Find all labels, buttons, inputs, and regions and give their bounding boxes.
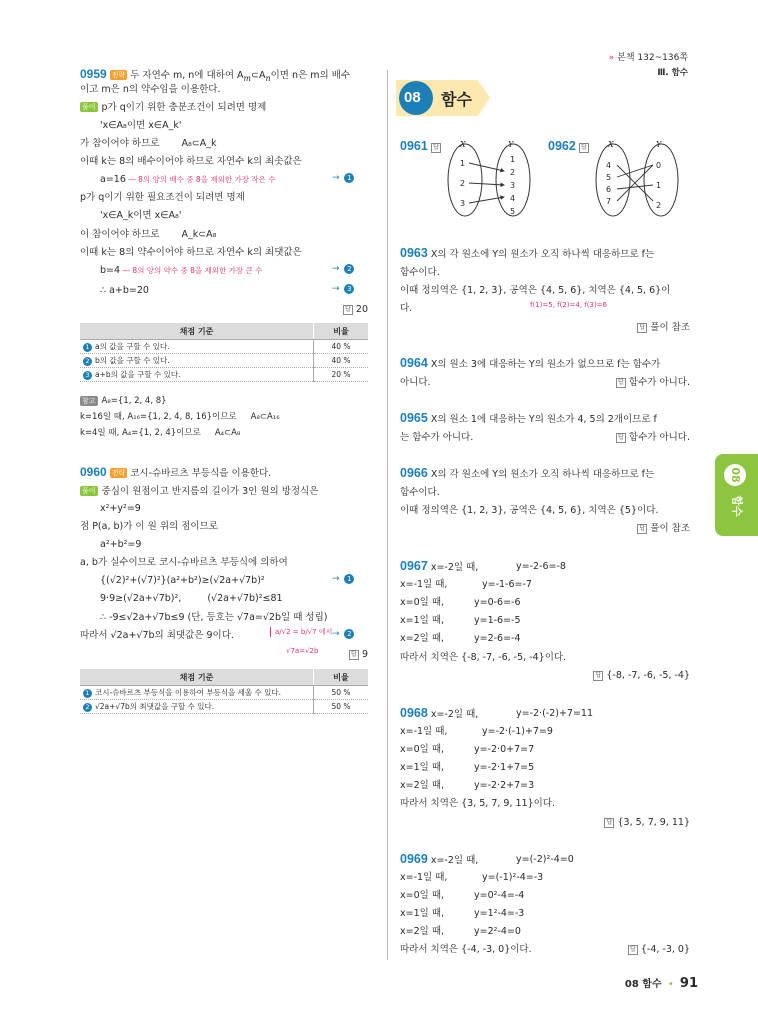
problem-0967: 0967 x=-2일 때, y=-2-6=-8 [400, 559, 566, 573]
solution-line: 가 참이어야 하므로 A₈⊂A_k [80, 138, 217, 149]
problem-number: 0966 [400, 466, 428, 480]
problem-0961: 0961 답 [400, 140, 444, 154]
solution-tag: 풀이 [82, 103, 96, 111]
codomain-element: 0 [656, 161, 662, 170]
domain-element: 4 [606, 161, 612, 170]
page-number: 91 [679, 976, 698, 991]
solution-line: 함수이다. [400, 267, 440, 278]
solution-line: 아니다. [400, 377, 431, 388]
problem-number: 0964 [400, 356, 428, 370]
solution-line: 풀이 중심이 원점이고 반지름의 길이가 3인 원의 방정식은 [82, 486, 319, 497]
codomain-element: 2 [510, 168, 516, 177]
codomain-element: 3 [510, 181, 516, 190]
step-marker: → 1 [332, 574, 354, 584]
problem-number: 0969 [400, 852, 428, 866]
problem-number: 0961 [400, 139, 428, 153]
problem-number: 0965 [400, 411, 428, 425]
solution-line: x=-1일 때, y=(-1)²-4=-3 [400, 872, 544, 883]
note-line: 참고 A₈={1, 2, 4, 8} [82, 396, 167, 406]
problem-number: 0963 [400, 246, 428, 260]
step-marker: → 3 [332, 284, 354, 294]
page-footer: 08 함수 • 91 [624, 976, 698, 991]
solution-line: 이때 정의역은 {1, 2, 3}, 공역은 {4, 5, 6}, 치역은 {4, 5, 6}이 [400, 285, 671, 296]
solution-line: x=-1일 때, y=-1-6=-7 [400, 579, 532, 590]
problem-0969: 0969 x=-2일 때, y=(-2)²-4=0 [400, 852, 574, 866]
solution-line: x=0일 때, y=0²-4=-4 [400, 890, 525, 901]
solution-line: b=4 ― 8의 양의 약수 중 8을 제외한 가장 큰 수 [100, 265, 263, 276]
column-divider [387, 70, 388, 960]
solution-line: 함수이다. [400, 487, 440, 498]
table-row: 2 √2a+√7b의 최댓값을 구할 수 있다. 50 % [80, 700, 368, 714]
table-row: 3 a+b의 값을 구할 수 있다. 20 % [80, 368, 368, 382]
solution-line: 는 함수가 아니다. [400, 432, 474, 443]
solution-line: x=1일 때, y=1-6=-5 [400, 615, 521, 626]
problem-number: 0962 [548, 139, 576, 153]
problem-0964: 0964 X의 원소 3에 대응하는 Y의 원소가 없으므로 f는 함수가 [400, 356, 661, 370]
side-tab-label: 함수 [730, 495, 744, 517]
solution-line: x=-1일 때, y=-2·(-1)+7=9 [400, 726, 553, 737]
domain-element: 5 [606, 173, 612, 182]
strategy-tag: 전략 [111, 469, 126, 477]
solution-line: ∴ a+b=20 [100, 285, 149, 296]
codomain-element: 1 [510, 155, 516, 164]
book-reference: » 본책 132~136쪽 [608, 53, 688, 63]
problem-number: 0967 [400, 559, 428, 573]
solution-line: 따라서 치역은 {3, 5, 7, 9, 11}이다. [400, 798, 555, 809]
note-line: k=4일 때, A₄={1, 2, 4}이므로 A₄⊂A₈ [80, 428, 241, 438]
codomain-element: 2 [656, 201, 662, 210]
solution-line: 점 P(a, b)가 이 원 위의 점이므로 [80, 521, 218, 532]
solution-line: x=2일 때, y=-2·2+7=3 [400, 780, 535, 791]
problem-0966: 0966 X의 각 원소에 Y의 원소가 오직 하나씩 대응하므로 f는 [400, 466, 655, 480]
chapter-label: Ⅲ. 함수 [657, 68, 688, 78]
solution-tag: 풀이 [82, 487, 96, 495]
answer: 답 {3, 5, 7, 9, 11} [604, 816, 690, 829]
solution-line: {(√2)²+(√7)²}(a²+b²)≥(√2a+√7b)² [100, 575, 265, 586]
domain-element: 7 [606, 197, 612, 206]
answer: 답 {-4, -3, 0} [628, 943, 690, 956]
answer: 답 함수가 아니다. [616, 431, 690, 444]
step-marker: → 2 [332, 629, 354, 639]
side-note: f(1)=5, f(2)=4, f(3)=6 [530, 301, 607, 309]
section-header [396, 78, 488, 118]
solution-line: x=0일 때, y=-2·0+7=7 [400, 744, 535, 755]
answer: 답 9 [349, 648, 368, 661]
domain-element: 3 [460, 199, 466, 208]
codomain-element: 5 [510, 207, 516, 216]
problem-0959-question: 0959 전략 두 자연수 m, n에 대하여 $A_m\subset A_n$이면 n은 m의 배수 [80, 67, 351, 83]
domain-element: 6 [606, 185, 612, 194]
solution-line: 이 참이어야 하므로 A_k⊂A₈ [80, 229, 217, 240]
problem-0960-question: 0960 전략 코시-슈바르츠 부등식을 이용한다. [80, 465, 272, 479]
table-row: 2 b의 값을 구할 수 있다. 40 % [80, 354, 368, 368]
step-marker: → 2 [332, 264, 354, 274]
solution-line: 이때 k는 8의 약수이어야 하므로 자연수 k의 최댓값은 [80, 247, 302, 258]
solution-line: 이때 정의역은 {1, 2, 3}, 공역은 {4, 5, 6}, 치역은 {5}이다. [400, 505, 659, 516]
solution-line: 이때 k는 8의 배수이어야 하므로 자연수 k의 최솟값은 [80, 156, 302, 167]
solution-line: x=1일 때, y=1²-4=-3 [400, 908, 525, 919]
side-tab-number: 08 [724, 464, 746, 486]
problem-0968: 0968 x=-2일 때, y=-2·(-2)+7=11 [400, 706, 594, 720]
solution-line: 'x∈A₈이면 x∈A_k' [100, 120, 182, 131]
solution-line: a²+b²=9 [100, 539, 142, 550]
solution-line: 따라서 √2a+√7b의 최댓값은 9이다. [80, 630, 234, 641]
scoring-table: 채점 기준 비율 1 코시-슈바르츠 부등식을 이용하여 부등식을 세울 수 있다. 50 % 2 √2a+√7b의 최댓값을 구할 수 있다. 50 % [80, 669, 368, 714]
set-label-x: X [608, 140, 614, 149]
side-note: √7a=√2b [286, 647, 319, 655]
solution-line: 다. [400, 303, 413, 314]
solution-line: x²+y²=9 [100, 503, 141, 514]
solution-line: x=2일 때, y=2-6=-4 [400, 633, 521, 644]
solution-line: x=1일 때, y=-2·1+7=5 [400, 762, 535, 773]
solution-line: p가 q이기 위한 필요조건이 되려면 명제 [80, 192, 245, 203]
solution-line: ∴ -9≤√2a+√7b≤9 (단, 등호는 √7a=√2b일 때 성립) [100, 612, 328, 623]
answer: 답 풀이 참조 [637, 321, 690, 334]
solution-line: 'x∈A_k이면 x∈A₈' [100, 210, 182, 221]
table-row: 1 a의 값을 구할 수 있다. 40 % [80, 340, 368, 354]
scoring-table: 채점 기준 비율 1 a의 값을 구할 수 있다. 40 % 2 b의 값을 구할 수 있다. 40 % 3 a+b의 값을 구할 수 있다. 20 % [80, 323, 368, 382]
set-label-x: X [460, 140, 466, 149]
solution-line: x=2일 때, y=2²-4=0 [400, 926, 521, 937]
note-line: k=16일 때, A₁₆={1, 2, 4, 8, 16}이므로 A₈⊂A₁₆ [80, 412, 280, 422]
chapter-side-tab [715, 454, 758, 536]
answer: 답 함수가 아니다. [616, 376, 690, 389]
solution-line: a=16 ― 8의 양의 배수 중 8을 제외한 가장 작은 수 [100, 174, 276, 185]
answer: 답 풀이 참조 [637, 522, 690, 535]
domain-element: 2 [460, 179, 466, 188]
answer: 답 20 [343, 303, 368, 316]
problem-0965: 0965 X의 원소 1에 대응하는 Y의 원소가 4, 5의 2개이므로 f [400, 411, 657, 425]
strategy-tag: 전략 [111, 71, 126, 79]
solution-line: x=0일 때, y=0-6=-6 [400, 597, 521, 608]
problem-0959-question-cont: 이고 m은 n의 약수임을 이용한다. [80, 84, 221, 95]
set-label-y: Y [656, 140, 662, 149]
side-note: a/√2 = b/√7 에서 [270, 627, 332, 637]
domain-element: 1 [460, 159, 466, 168]
solution-line: a, b가 실수이므로 코시-슈바르츠 부등식에 의하여 [80, 557, 288, 568]
set-label-y: Y [508, 140, 514, 149]
codomain-element: 1 [656, 181, 662, 190]
problem-0963: 0963 X의 각 원소에 Y의 원소가 오직 하나씩 대응하므로 f는 [400, 246, 655, 260]
problem-number: 0968 [400, 706, 428, 720]
section-number: 08 [404, 89, 421, 106]
solution-line: 따라서 치역은 {-4, -3, 0}이다. [400, 944, 532, 955]
problem-0962: 0962 답 [548, 140, 592, 154]
step-marker: → 1 [332, 173, 354, 183]
table-row: 1 코시-슈바르츠 부등식을 이용하여 부등식을 세울 수 있다. 50 % [80, 686, 368, 700]
answer: 답 {-8, -7, -6, -5, -4} [593, 669, 690, 682]
solution-line: 9·9≥(√2a+√7b)², (√2a+√7b)²≤81 [100, 593, 283, 604]
solution-line: 풀이 p가 q이기 위한 충분조건이 되려면 명제 [82, 102, 267, 113]
codomain-element: 4 [510, 194, 516, 203]
problem-number: 0959 [80, 67, 107, 81]
problem-number: 0960 [80, 465, 107, 479]
note-tag: 참고 [82, 397, 96, 405]
section-title: 함수 [441, 90, 472, 109]
solution-line: 따라서 치역은 {-8, -7, -6, -5, -4}이다. [400, 652, 567, 663]
